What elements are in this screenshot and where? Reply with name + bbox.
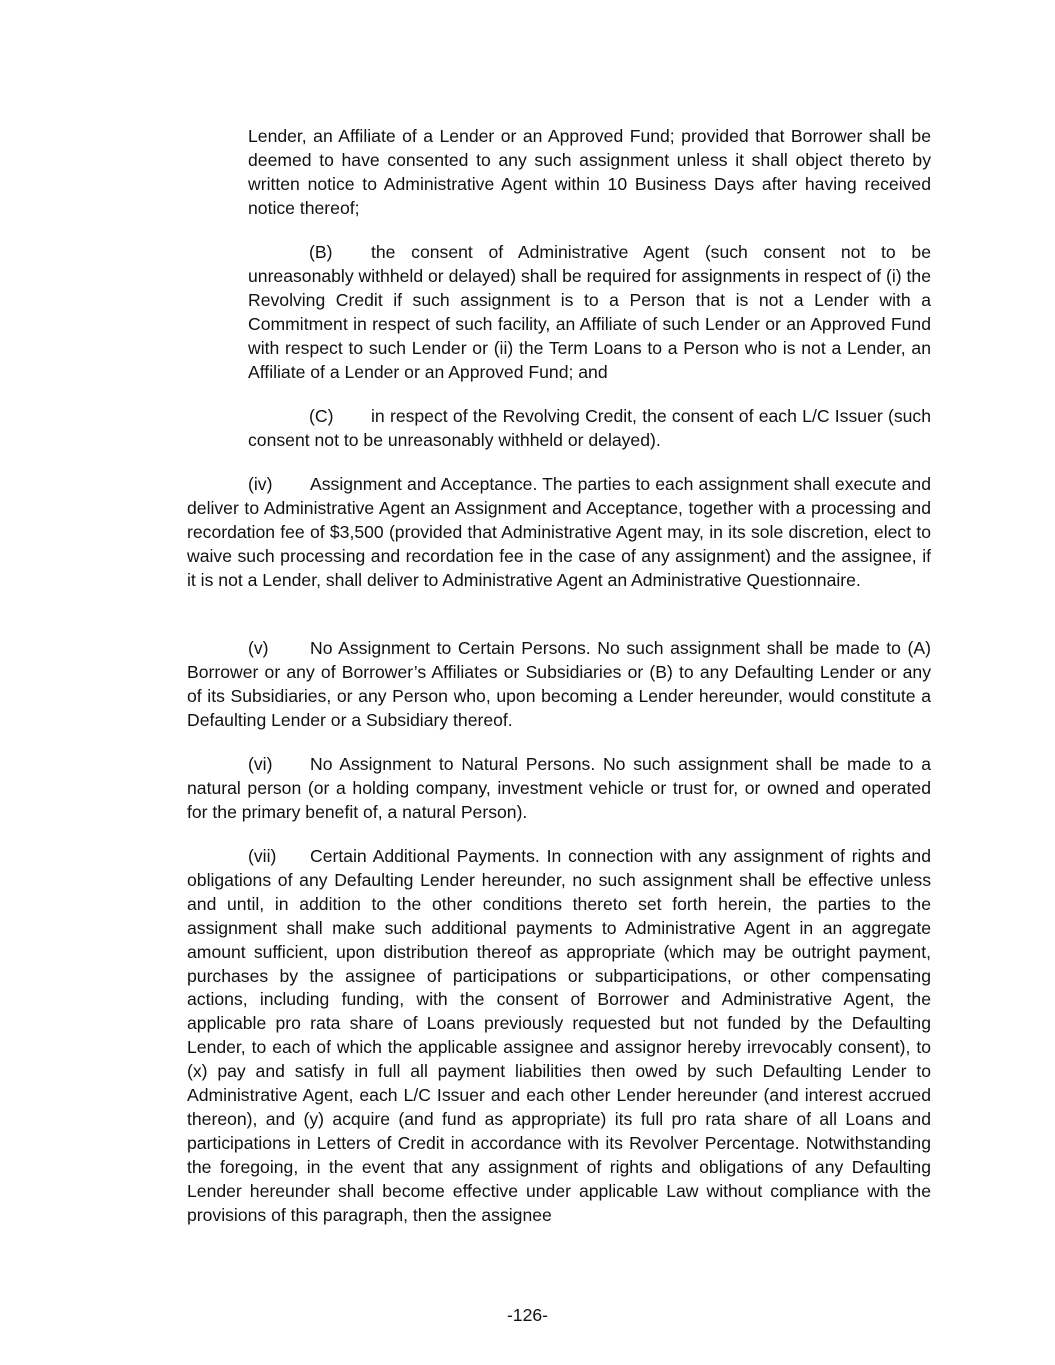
paragraph-continuation — [248, 125, 931, 221]
paragraph-text: the consent of Administrative Agent (such consent not to be unreasonably withheld or delayed) shall be required for assignments in respect of (i) the Revolving Credit if such assignment is to a Person that is not a Lender with a Commitment in respect of such facility, an Affiliate of such Lender or an Approved Fund with respect to such Lender or (ii) the Term Loans to a Person who is not a Lender, an Affiliate of a Lender or an Approved Fund; and — [248, 242, 931, 382]
page-number: -126- — [506, 1305, 549, 1325]
clause-number: (iv) — [248, 474, 273, 494]
clause-number: (v) — [248, 638, 269, 658]
paragraph-c-lc-issuer-consent — [248, 405, 931, 453]
clause-number: (C) — [309, 406, 334, 426]
paragraph-vii-additional-payments — [187, 845, 931, 1228]
paragraph-text: No Assignment to Natural Persons. No such assignment shall be made to a natural person (or a holding company, investment vehicle or trust for, or owned and operated for the primary benefit of, a natural Person). — [187, 754, 931, 822]
paragraph-text: Assignment and Acceptance. The parties to each assignment shall execute and deliver to Administrative Agent an Assignment and Acceptance, together with a processing and recordation fee of $3,500 (provided that Administrative Agent may, in its sole discretion, elect to waive such processing and recordation fee in the case of any assignment) and the assignee, if it is not a Lender, shall deliver to Administrative Agent an Administrative Questionnaire. — [187, 474, 931, 590]
paragraph-text: Lender, an Affiliate of a Lender or an Approved Fund; provided that Borrower shall be deemed to have consented to any such assignment unless it shall object thereto by written notice to Administrative Agent within 10 Business Days after having received notice thereof; — [248, 126, 931, 218]
paragraph-vi-natural-persons — [187, 753, 931, 825]
paragraph-b-consent-admin-agent — [248, 241, 931, 384]
paragraph-text: No Assignment to Certain Persons. No such assignment shall be made to (A) Borrower or any of Borrower’s Affiliates or Subsidiaries or (B) to any Defaulting Lender or any of its Subsidiaries, or any Person who, upon becoming a Lender hereunder, would constitute a Defaulting Lender or a Subsidiary thereof. — [187, 638, 931, 730]
paragraph-text: Certain Additional Payments. In connection with any assignment of rights and obligations of any Defaulting Lender hereunder, no such assignment shall be effective unless and until, in addition to the other conditions thereto set forth herein, the parties to the assignment shall make such additional payments to Administrative Agent in an aggregate amount sufficient, upon distribution thereof as appropriate (which may be outright payment, purchases by the assignee of participations or subparticipations, or other compensating actions, including funding, with the consent of Borrower and Administrative Agent, the applicable pro rata share of Loans previously requested but not funded by the Defaulting Lender, to each of which the applicable assignee and assignor hereby irrevocably consent), to (x) pay and satisfy in full all payment liabilities then owed by such Defaulting Lender to Administrative Agent, each L/C Issuer and each other Lender hereunder (and interest accrued thereon), and (y) acquire (and fund as appropriate) its full pro rata share of all Loans and participations in Letters of Credit in accordance with its Revolver Percentage. Notwithstanding the foregoing, in the event that any assignment of rights and obligations of any Defaulting Lender hereunder shall become effective under applicable Law without compliance with the provisions of this paragraph, then the assignee — [187, 846, 931, 1225]
paragraph-text: in respect of the Revolving Credit, the consent of each L/C Issuer (such consent not to be unreasonably withheld or delayed). — [248, 406, 931, 450]
clause-number: (vi) — [248, 754, 273, 774]
paragraph-v-certain-persons — [187, 637, 931, 733]
clause-number: (B) — [309, 242, 333, 262]
paragraph-iv-assignment-acceptance — [187, 473, 931, 593]
clause-number: (vii) — [248, 846, 277, 866]
